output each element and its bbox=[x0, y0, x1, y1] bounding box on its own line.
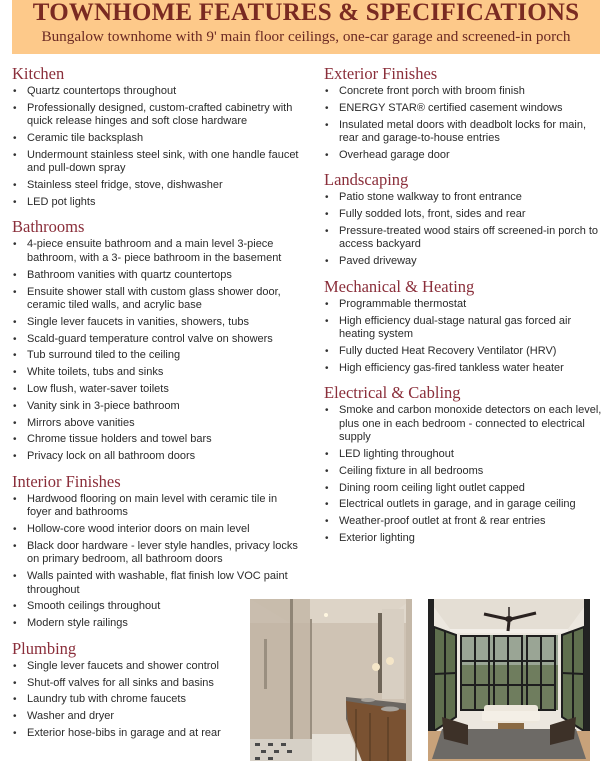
feature-item: • Smooth ceilings throughout bbox=[12, 600, 302, 614]
page-subtitle: Bungalow townhome with 9' main floor ceilings, one-car garage and screened-in porch bbox=[41, 28, 571, 45]
feature-item: • Pressure-treated wood stairs off screened-in porch to access backyard bbox=[324, 225, 607, 252]
feature-item: • Fully sodded lots, front, sides and rear bbox=[324, 208, 607, 222]
section-heading: Interior Finishes bbox=[12, 471, 121, 491]
right-column bbox=[324, 64, 607, 553]
section-heading: Exterior Finishes bbox=[324, 64, 438, 83]
feature-item: • Chrome tissue holders and towel bars bbox=[12, 433, 302, 447]
feature-item: • Bathroom vanities with quartz countertops bbox=[12, 269, 302, 283]
section-exterior-finishes bbox=[324, 64, 607, 162]
section-landscaping bbox=[324, 170, 607, 268]
feature-item: • ENERGY STAR® certified casement windows bbox=[324, 102, 607, 116]
feature-item: • Quartz countertops throughout bbox=[12, 85, 302, 99]
feature-item: • Electrical outlets in garage, and in garage ceiling bbox=[324, 498, 607, 512]
feature-item: • Paved driveway bbox=[324, 255, 607, 269]
feature-item: • Undermount stainless steel sink, with one handle faucet and pull-down spray bbox=[12, 149, 302, 176]
section-kitchen bbox=[12, 64, 302, 209]
section-heading: Kitchen bbox=[12, 64, 65, 83]
feature-item: • Programmable thermostat bbox=[324, 298, 607, 312]
feature-item: • LED lighting throughout bbox=[324, 448, 607, 462]
bathroom-photo bbox=[250, 599, 412, 761]
feature-item: • Laundry tub with chrome faucets bbox=[12, 693, 302, 707]
feature-item: • Hardwood flooring on main level with ceramic tile in foyer and bathrooms bbox=[12, 493, 302, 520]
feature-list bbox=[12, 85, 302, 209]
section-heading: Mechanical & Heating bbox=[324, 276, 475, 296]
feature-item: • Low flush, water-saver toilets bbox=[12, 383, 302, 397]
screened-porch-photo bbox=[428, 599, 590, 761]
section-heading: Plumbing bbox=[12, 638, 77, 658]
feature-item: • Scald-guard temperature control valve on showers bbox=[12, 333, 302, 347]
feature-item: • Walls painted with washable, flat finish low VOC paint throughout bbox=[12, 570, 302, 597]
section-bathrooms bbox=[12, 217, 302, 463]
feature-item: • 4-piece ensuite bathroom and a main level 3-piece bathroom, with a 3- piece bathroom in the basement bbox=[12, 238, 302, 265]
feature-item: • Privacy lock on all bathroom doors bbox=[12, 450, 302, 464]
feature-item: • Weather-proof outlet at front & rear entries bbox=[324, 515, 607, 529]
feature-item: • Ceiling fixture in all bedrooms bbox=[324, 465, 607, 479]
feature-item: • High efficiency gas-fired tankless water heater bbox=[324, 362, 607, 376]
section-heading: Electrical & Cabling bbox=[324, 383, 461, 403]
section-mechanical-heating bbox=[324, 277, 607, 375]
feature-list bbox=[324, 85, 607, 162]
feature-item: • Dining room ceiling light outlet capped bbox=[324, 482, 607, 496]
feature-item: • Patio stone walkway to front entrance bbox=[324, 191, 607, 205]
feature-list bbox=[324, 298, 607, 375]
feature-item: • Single lever faucets in vanities, showers, tubs bbox=[12, 316, 302, 330]
feature-item: • High efficiency dual-stage natural gas forced air heating system bbox=[324, 315, 607, 342]
feature-item: • Exterior lighting bbox=[324, 532, 607, 546]
feature-item: • Tub surround tiled to the ceiling bbox=[12, 349, 302, 363]
feature-item: • Black door hardware - lever style handles, privacy locks on primary bedroom, all bathroom doors bbox=[12, 540, 302, 567]
page-title: TOWNHOME FEATURES & SPECIFICATIONS bbox=[32, 0, 580, 26]
section-heading: Bathrooms bbox=[12, 217, 85, 237]
feature-item: • Professionally designed, custom-crafted cabinetry with quick release hinges and soft close hardware bbox=[12, 102, 302, 129]
section-heading: Landscaping bbox=[324, 170, 409, 190]
feature-list bbox=[12, 238, 302, 463]
feature-item: • Ensuite shower stall with custom glass shower door, ceramic tiled walls, and acrylic base bbox=[12, 286, 302, 313]
porch-illustration bbox=[428, 599, 590, 761]
feature-item: • Shut-off valves for all sinks and basins bbox=[12, 677, 302, 691]
feature-list bbox=[324, 191, 607, 268]
feature-item: • Hollow-core wood interior doors on main level bbox=[12, 523, 302, 537]
bathroom-illustration bbox=[250, 599, 412, 761]
feature-list bbox=[324, 404, 607, 545]
feature-item: • Modern style railings bbox=[12, 617, 302, 631]
feature-item: • Fully ducted Heat Recovery Ventilator (HRV) bbox=[324, 345, 607, 359]
feature-item: • Vanity sink in 3-piece bathroom bbox=[12, 400, 302, 414]
section-electrical-cabling bbox=[324, 383, 607, 545]
feature-item: • LED pot lights bbox=[12, 196, 302, 210]
feature-item: • Washer and dryer bbox=[12, 710, 302, 724]
feature-item: • Smoke and carbon monoxide detectors on each level, plus one in each bedroom - connected to electrical supply bbox=[324, 404, 607, 445]
feature-item: • White toilets, tubs and sinks bbox=[12, 366, 302, 380]
header-banner bbox=[12, 0, 600, 54]
feature-item: • Stainless steel fridge, stove, dishwasher bbox=[12, 179, 302, 193]
feature-item: • Overhead garage door bbox=[324, 149, 607, 163]
feature-item: • Ceramic tile backsplash bbox=[12, 132, 302, 146]
feature-item: • Insulated metal doors with deadbolt locks for main, rear and garage-to-house entries bbox=[324, 119, 607, 146]
feature-item: • Exterior hose-bibs in garage and at rear bbox=[12, 727, 302, 741]
feature-item: • Single lever faucets and shower control bbox=[12, 660, 302, 674]
feature-item: • Concrete front porch with broom finish bbox=[324, 85, 607, 99]
feature-item: • Mirrors above vanities bbox=[12, 417, 302, 431]
